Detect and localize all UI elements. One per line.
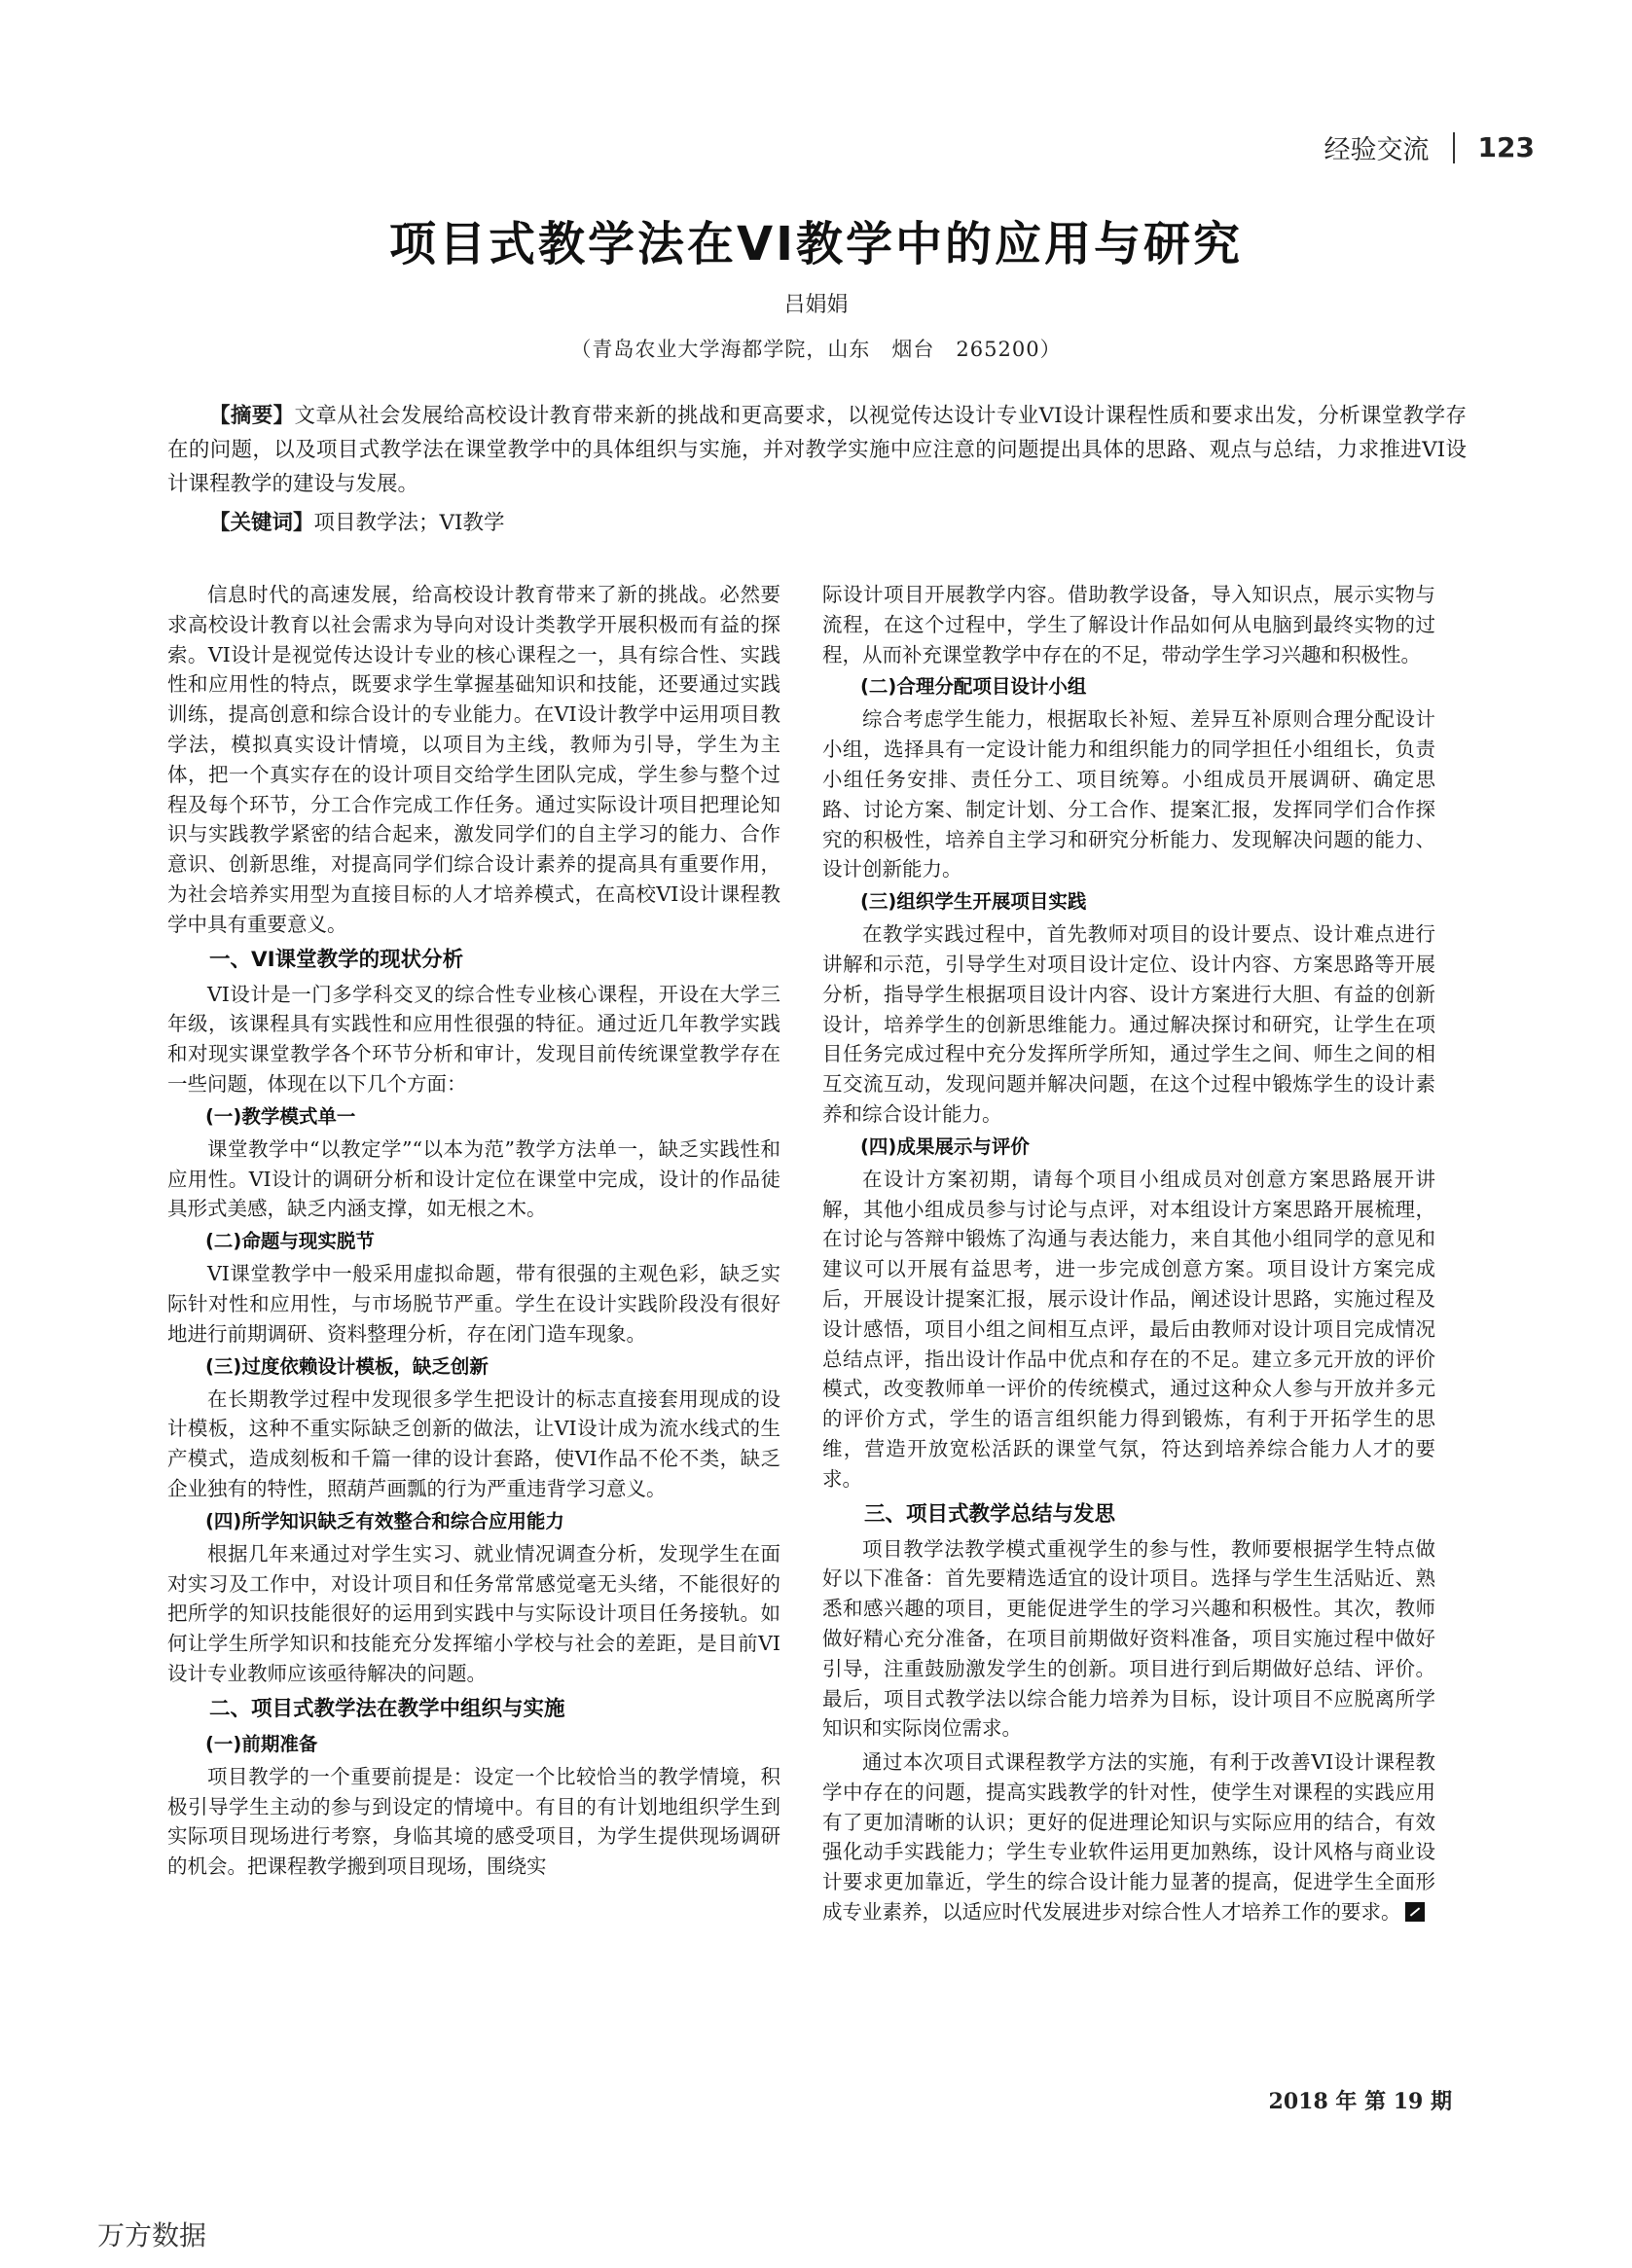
subheading-1-4: (四)所学知识缺乏有效整合和综合应用能力 — [205, 1509, 564, 1532]
abstract-label: 【摘要】 — [209, 404, 295, 428]
paragraph: 项目教学的一个重要前提是：设定一个比较恰当的教学情境，积极引导学生主动的参与到设定的情境中。有目的有计划地组织学生到实际项目现场进行考察，身临其境的感受项目，为学生提供现场调研的机会。把课程教学搬到项目现场，围绕实 — [167, 1764, 780, 1879]
watermark: 万方数据 — [97, 2219, 207, 2251]
header-divider — [1453, 132, 1455, 163]
paragraph: 在设计方案初期，请每个项目小组成员对创意方案思路展开讲解，其他小组成员参与讨论与点评，对本组设计方案思路开展梳理，在讨论与答辩中锻炼了沟通与表达能力，来自其他小组同学的意见和建议可以开展有益思考，进一步完成创意方案。项目设计方案完成后，开展设计提案汇报，展示设计作品，阐述设计思路，实施过程及设计感悟，项目小组之间相互点评，最后由教师对设计项目完成情况总结点评，指出设计作品中优点和存在的不足。建立多元开放的评价模式，改变教师单一评价的传统模式，通过这种众人参与开放并多元的评价方式，学生的语言组织能力得到锻炼，有利于开拓学生的思维，营造开放宽松活跃的课堂气氛，符达到培养综合能力人才的要求。 — [822, 1167, 1435, 1491]
paragraph: VI课堂教学中一般采用虚拟命题，带有很强的主观色彩，缺乏实际针对性和应用性，与市场脱节严重。学生在设计实践阶段没有很好地进行前期调研、资料整理分析，存在闭门造车现象。 — [167, 1262, 780, 1346]
subheading-1-1: (一)教学模式单一 — [205, 1104, 356, 1128]
author-name: 吕娟娟 — [783, 293, 849, 317]
keywords-block — [209, 506, 1465, 540]
paragraph: 根据几年来通过对学生实习、就业情况调查分析，发现学生在面对实习及工作中，对设计项目和任务常常感觉毫无头绪，不能很好的把所学的知识技能很好的运用到实践中与实际设计项目任务接轨。如何让学生所学知识和技能充分发挥缩小学校与社会的差距，是目前VI设计专业教师应该亟待解决的问题。 — [167, 1541, 780, 1685]
final-paragraph — [822, 1747, 1435, 1927]
subheading-2-4: (四)成果展示与评价 — [860, 1134, 1030, 1158]
author-affiliation: （青岛农业大学海都学院，山东 烟台 265200） — [570, 338, 1062, 361]
continued-paragraph: 际设计项目开展教学内容。借助教学设备，导入知识点，展示实物与流程，在这个过程中，学生了解设计作品如何从电脑到最终实物的过程，从而补充课堂教学中存在的不足，带动学生学习兴趣和积极性。 — [822, 583, 1435, 666]
subheading-1-2: (二)命题与现实脱节 — [205, 1230, 375, 1253]
section-heading-3: 三、项目式教学总结与发思 — [864, 1501, 1116, 1527]
subheading-1-3: (三)过度依赖设计模板，缺乏创新 — [205, 1354, 489, 1378]
final-paragraph-text: 通过本次项目式课程教学方法的实施，有利于改善VI设计课程教学中存在的问题，提高实践教学的针对性，使学生对课程的实践应用有了更加清晰的认识；更好的促进理论知识与实际应用的结合，有效强化动手实践能力；学生专业软件运用更加熟练，设计风格与商业设计要求更加靠近，学生的综合设计能力显著的提高，促进学生全面形成专业素养，以适应时代发展进步对综合性人才培养工作的要求。 — [822, 1750, 1435, 1925]
paragraph: 课堂教学中“以教定学”“以本为范”教学方法单一，缺乏实践性和应用性。VI设计的调研分析和设计定位在课堂中完成，设计的作品徒具形式美感，缺乏内涵支撑，如无根之木。 — [167, 1136, 780, 1221]
subheading-2-2: (二)合理分配项目设计小组 — [860, 675, 1087, 699]
running-head — [1324, 128, 1535, 166]
keywords-label: 【关键词】 — [209, 511, 314, 535]
page-number: 123 — [1477, 131, 1535, 163]
abstract-text: 文章从社会发展给高校设计教育带来新的挑战和更高要求，以视觉传达设计专业VI设计课程性质和要求出发，分析课堂教学存在的问题，以及项目式教学法在课堂教学中的具体组织与实施，并对教学实施中应注意的问题提出具体的思路、观点与总结，力求推进VI设计课程教学的建设与发展。 — [167, 404, 1467, 496]
paragraph: VI设计是一门多学科交叉的综合性专业核心课程，开设在大学三年级，该课程具有实践性和应用性很强的特征。通过近几年教学实践和对现实课堂教学各个环节分析和审计，发现目前传统课堂教学存在一些问题，体现在以下几个方面： — [167, 982, 780, 1096]
issue-label: 2018 年 第 19 期 — [1268, 2089, 1452, 2114]
section-heading-1: 一、VI课堂教学的现状分析 — [209, 947, 464, 972]
abstract-block — [167, 399, 1467, 501]
article-title: 项目式教学法在VI教学中的应用与研究 — [388, 217, 1243, 271]
right-column — [822, 580, 1435, 1927]
keywords-text: 项目教学法；VI教学 — [313, 511, 505, 535]
paragraph: 综合考虑学生能力，根据取长补短、差异互补原则合理分配设计小组，选择具有一定设计能力和组织能力的同学担任小组组长，负责小组任务安排、责任分工、项目统筹。小组成员开展调研、确定思路、讨论方案、制定计划、分工合作、提案汇报，发挥同学们合作探究的积极性，培养自主学习和研究分析能力、发现解决问题的能力、设计创新能力。 — [822, 707, 1435, 882]
paragraph: 在教学实践过程中，首先教师对项目的设计要点、设计难点进行讲解和示范，引导学生对项目设计定位、设计内容、方案思路等开展分析，指导学生根据项目设计内容、设计方案进行大胆、有益的创新设计，培养学生的创新思维能力。通过解决探讨和研究，让学生在项目任务完成过程中充分发挥所学所知，通过学生之间、师生之间的相互交流互动，发现问题并解决问题，在这个过程中锻炼学生的设计素养和综合设计能力。 — [822, 922, 1435, 1126]
intro-paragraph: 信息时代的高速发展，给高校设计教育带来了新的挑战。必然要求高校设计教育以社会需求为导向对设计类教学开展积极而有益的探索。VI设计是视觉传达设计专业的核心课程之一，具有综合性、实践性和应用性的特点，既要求学生掌握基础知识和技能，还要通过实践训练，提高创意和综合设计的专业能力。在VI设计教学中运用项目教学法，模拟真实设计情境，以项目为主线，教师为引导，学生为主体，把一个真实存在的设计项目交给学生团队完成，学生参与整个过程及每个环节，分工合作完成工作任务。通过实际设计项目把理论知识与实践教学紧密的结合起来，激发同学们的自主学习的能力、合作意识、创新思维，对提高同学们综合设计素养的提高具有重要作用，为社会培养实用型为直接目标的人才培养模式，在高校VI设计课程教学中具有重要意义。 — [167, 583, 780, 936]
left-column — [167, 580, 780, 1882]
section-label: 经验交流 — [1324, 135, 1430, 165]
end-of-article-icon — [1405, 1902, 1425, 1922]
section-heading-2: 二、项目式教学法在教学中组织与实施 — [209, 1696, 565, 1721]
paragraph: 在长期教学过程中发现很多学生把设计的标志直接套用现成的设计模板，这种不重实际缺乏创新的做法，让VI设计成为流水线式的生产模式，造成刻板和千篇一律的设计套路，使VI作品不伦不类，缺乏企业独有的特性，照葫芦画瓢的行为严重违背学习意义。 — [167, 1386, 780, 1500]
subheading-2-1: (一)前期准备 — [205, 1732, 318, 1755]
subheading-2-3: (三)组织学生开展项目实践 — [860, 890, 1087, 914]
paragraph: 项目教学法教学模式重视学生的参与性，教师要根据学生特点做好以下准备：首先要精选适宜的设计项目。选择与学生生活贴近、熟悉和感兴趣的项目，更能促进学生的学习兴趣和积极性。其次，教师做好精心充分准备，在项目前期做好资料准备，项目实施过程中做好引导，注重鼓励激发学生的创新。项目进行到后期做好总结、评价。最后，项目式教学法以综合能力培养为目标，设计项目不应脱离所学知识和实际岗位需求。 — [822, 1536, 1435, 1741]
